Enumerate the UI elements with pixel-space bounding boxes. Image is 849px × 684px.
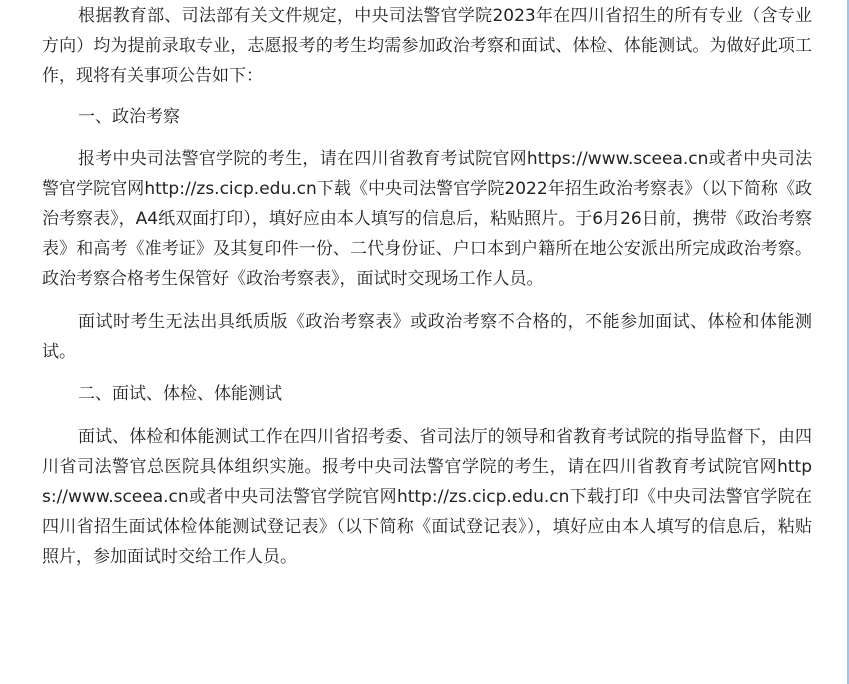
political-review-note-paragraph: 面试时考生无法出具纸质版《政治考察表》或政治考察不合格的，不能参加面试、体检和体能测试。 — [42, 312, 812, 362]
section-heading-political-review: 一、政治考察 — [78, 107, 180, 127]
section-heading-interview-exam: 二、面试、体检、体能测试 — [78, 384, 282, 404]
political-review-paragraph: 报考中央司法警官学院的考生，请在四川省教育考试院官网https://www.sceea.cn或者中央司法警官学院官网http://zs.cicp.edu.cn下载《中央司法警官学院2022年招生政治考察表》（以下简称《政治考察表》，A4纸双面打印），填好应由本人填写的信息后，粘贴照片。于6月26日前，携带《政治考察表》和高考《准考证》及其复印件一份、二代身份证、户口本到户籍所在地公安派出所完成政治考察。政治考察合格考生保管好《政治考察表》，面试时交现场工作人员。 — [42, 149, 812, 289]
announcement-article — [42, 0, 812, 572]
intro-paragraph: 根据教育部、司法部有关文件规定，中央司法警官学院2023年在四川省招生的所有专业（含专业方向）均为提前录取专业，志愿报考的考生均需参加政治考察和面试、体检、体能测试。为做好此项工作，现将有关事项公告如下： — [42, 6, 812, 86]
interview-exam-paragraph: 面试、体检和体能测试工作在四川省招考委、省司法厅的领导和省教育考试院的指导监督下，由四川省司法警官总医院具体组织实施。报考中央司法警官学院的考生，请在四川省教育考试院官网https://www.sceea.cn或者中央司法警官学院官网http://zs.cicp.edu.cn下载打印《中央司法警官学院在四川省招生面试体检体能测试登记表》（以下简称《面试登记表》），填好应由本人填写的信息后，粘贴照片，参加面试时交给工作人员。 — [42, 427, 812, 567]
